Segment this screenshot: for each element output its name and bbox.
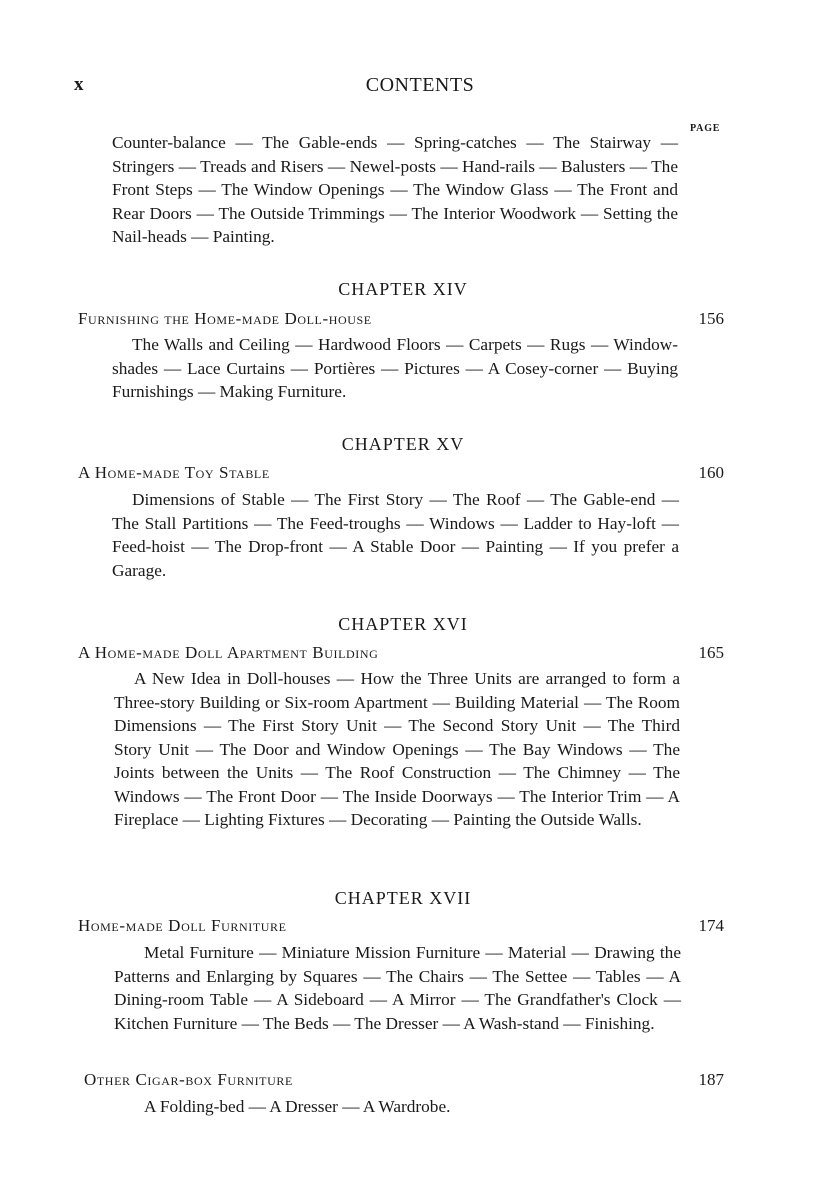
running-header xyxy=(0,74,840,98)
chapter-heading: CHAPTER XVII xyxy=(334,888,472,908)
chapter-heading: CHAPTER XIV xyxy=(338,279,468,299)
page-column-label: PAGE xyxy=(690,123,721,134)
toc-entry xyxy=(84,1070,724,1094)
continued-summary: Counter-balance — The Gable-ends — Spring-catches — The Stairway — Stringers — Treads and Risers — Newel-posts — Hand-rails — Balusters — The Front Steps — The Window Openings — The Window Glass — The Front and Rear Doors — The Outside Trimmings — The Interior Woodwork — Setting the Nail-heads — Painting. xyxy=(112,133,678,246)
toc-entry xyxy=(78,463,724,487)
entry-page-number: 187 xyxy=(698,1070,724,1089)
chapter-heading: CHAPTER XV xyxy=(341,434,465,454)
chapter-summary: Dimensions of Stable — The First Story — The Roof — The Gable-end — The Stall Partitions — The Feed-troughs — Windows — Ladder to Hay-loft — Feed-hoist — The Drop-front — A Stable Door — Painting — If you prefer a Garage. xyxy=(112,490,679,580)
chapter-summary: The Walls and Ceiling — Hardwood Floors — Carpets — Rugs — Window-shades — Lace Curtains — Portières — Pictures — A Cosey-corner — Buying Furnishings — Making Furniture. xyxy=(112,335,678,401)
toc-entry xyxy=(78,916,724,940)
entry-page-number: 156 xyxy=(698,309,724,328)
chapter-summary: A New Idea in Doll-houses — How the Three Units are arranged to form a Three-story Building or Six-room Apartment — Building Material — The Room Dimensions — The First Story Unit — The Second Story Unit — The Third Story Unit — The Door and Window Openings — The Bay Windows — The Joints between the Units — The Roof Construction — The Chimney — The Windows — The Front Door — The Inside Doorways — The Interior Trim — A Fireplace — Lighting Fixtures — Decorating — Painting the Outside Walls. xyxy=(114,669,680,829)
entry-title: A Home-made Toy Stable xyxy=(78,463,270,482)
entry-title: Furnishing the Home-made Doll-house xyxy=(78,309,372,328)
entry-page-number: 165 xyxy=(698,643,724,662)
entry-page-number: 160 xyxy=(698,463,724,482)
entry-title: Other Cigar-box Furniture xyxy=(84,1070,293,1089)
entry-page-number: 174 xyxy=(698,916,724,935)
toc-entry xyxy=(78,643,724,667)
page-folio: x xyxy=(74,74,84,95)
toc-entry xyxy=(78,309,724,333)
running-title: CONTENTS xyxy=(365,74,475,96)
chapter-summary: Metal Furniture — Miniature Mission Furniture — Material — Drawing the Patterns and Enlarging by Squares — The Chairs — The Settee — Tables — A Dining-room Table — A Sideboard — A Mirror — The Grandfather's Clock — Kitchen Furniture — The Beds — The Dresser — A Wash-stand — Finishing. xyxy=(114,943,681,1033)
entry-title: Home-made Doll Furniture xyxy=(78,916,287,935)
chapter-heading: CHAPTER XVI xyxy=(338,614,468,634)
entry-title: A Home-made Doll Apartment Building xyxy=(78,643,379,662)
entry-summary: A Folding-bed — A Dresser — A Wardrobe. xyxy=(144,1097,451,1116)
